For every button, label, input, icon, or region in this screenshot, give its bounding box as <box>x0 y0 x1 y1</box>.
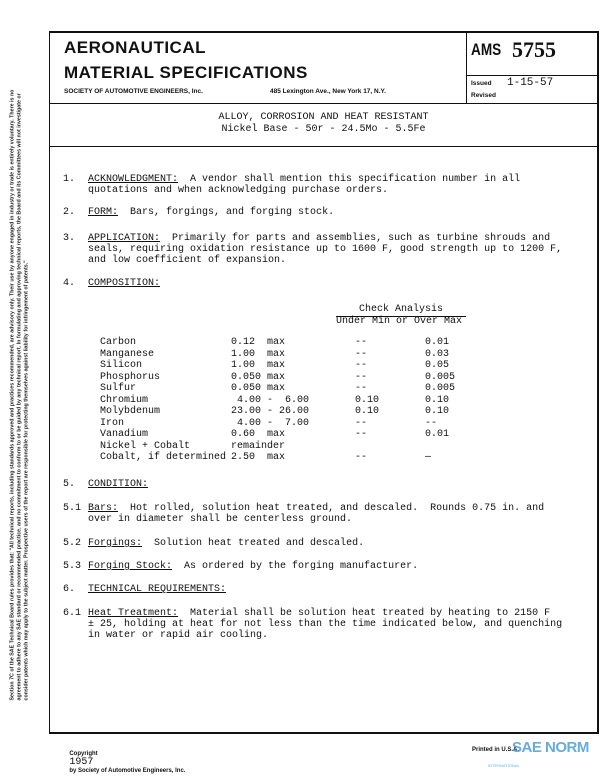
section-number: 6.1 <box>63 608 82 619</box>
check-analysis-header: Check Analysis <box>336 304 466 317</box>
section-text: Hot rolled, solution heat treated, and descaled. Rounds 0.75 in. and <box>130 503 545 514</box>
divider <box>466 31 467 103</box>
composition-over: 0.005 <box>425 383 456 394</box>
section-text: seals, requiring oxidation resistance up to 1600 F, good strength up to 1200 F, <box>88 244 563 255</box>
composition-range: 0.60 max <box>231 429 286 440</box>
composition-under: -- <box>355 360 368 371</box>
section-text: A vendor shall mention this specification number in all <box>190 174 521 185</box>
section-text: quotations and when acknowledging purchase orders. <box>88 185 389 196</box>
section-application <box>88 233 568 245</box>
section-heading: ACKNOWLEDGMENT: <box>88 174 179 185</box>
section-text: ± 25, holding at heat for not less than the time indicated below, and quenching <box>88 619 563 630</box>
composition-element: Silicon <box>100 360 143 371</box>
composition-over: 0.005 <box>425 371 456 383</box>
ams-label: AMS <box>471 40 502 59</box>
section-text: Bars, forgings, and forging stock. <box>130 207 335 218</box>
section-text: Primarily for parts and assemblies, such as turbine shrouds and <box>172 233 551 244</box>
composition-over: 0.01 <box>425 337 450 348</box>
section-heading: Forging Stock: <box>88 561 173 572</box>
section-acknowledgment <box>88 174 568 186</box>
composition-under: -- <box>355 429 368 440</box>
composition-range: 2.50 max <box>231 452 286 463</box>
society-address: 485 Lexington Ave., New York 17, N.Y. <box>270 88 386 95</box>
subject-line-2: Nickel Base - 50r - 24.5Mo - 5.5Fe <box>221 124 426 135</box>
section-heading: CONDITION: <box>88 479 149 490</box>
subject-line-1: ALLOY, CORROSION AND HEAT RESISTANT <box>218 112 429 123</box>
composition-range: 0.050 max <box>231 383 286 394</box>
header-title-2: MATERIAL SPECIFICATIONS <box>64 63 308 82</box>
section-heading: Bars: <box>88 503 119 514</box>
composition-range: 0.050 max <box>231 371 286 383</box>
composition-element: Manganese <box>100 348 155 360</box>
section-number: 6. <box>63 584 76 595</box>
society-name: SOCIETY OF AUTOMOTIVE ENGINEERS, Inc. <box>64 88 203 95</box>
section-number: 2. <box>63 207 76 218</box>
section-number: 1. <box>63 174 76 185</box>
composition-over: 0.10 <box>425 394 450 406</box>
ams-number: 5755 <box>512 37 556 62</box>
composition-element: Phosphorus <box>100 371 161 383</box>
composition-element: Chromium <box>100 394 149 406</box>
section-number: 5.2 <box>63 538 82 549</box>
section-heading: FORM: <box>88 207 119 218</box>
composition-range: remainder <box>231 440 286 452</box>
section-number: 5.1 <box>63 503 82 514</box>
section-number: 5. <box>63 479 76 490</box>
composition-element: Vanadium <box>100 429 149 440</box>
composition-under: 0.10 <box>355 406 380 417</box>
header-title-1: AERONAUTICAL <box>64 38 206 57</box>
composition-element: Sulfur <box>100 383 137 394</box>
divider <box>466 75 598 76</box>
copyright-year: 1957 <box>69 757 94 768</box>
composition-element: Iron <box>100 417 125 429</box>
composition-over: -- <box>425 417 438 429</box>
section-heading: Heat Treatment: <box>88 608 179 619</box>
composition-under: -- <box>355 452 368 463</box>
section-number: 3. <box>63 233 76 244</box>
section-heading: TECHNICAL REQUIREMENTS: <box>88 584 227 595</box>
composition-element: Molybdenum <box>100 406 161 417</box>
composition-range: 4.00 - 7.00 <box>231 417 310 429</box>
legal-disclaimer: Section 7C of the SAE Technical Board rules provides that: "All technical reports, including standards approved and practices recommended, are advisory only. Their use by anyone engaged in industry or trade is entirely voluntary. There is no agreement to adhere to any SAE standard or recommended practice, and no commitment to conform to or be guided by any technical report. In formulating and approving technical reports, the Board and its Committees will not investigate or consider patents which may apply to the subject matter. Prospective users of the report are responsible for protecting themselves against liability for infringement of patents." <box>9 89 30 701</box>
copyright: Copyright 1957 by Society of Automotive Engineers, Inc. <box>69 751 186 774</box>
watermark-logo: SAE NORM <box>512 739 589 756</box>
composition-under: -- <box>355 337 368 348</box>
revised-label: Revised <box>471 92 496 99</box>
composition-under: -- <box>355 371 368 383</box>
section-form <box>88 207 568 219</box>
watermark-sub: INTERNATIONAL <box>488 763 520 768</box>
composition-over: 0.10 <box>425 406 450 417</box>
section-text: As ordered by the forging manufacturer. <box>184 561 419 572</box>
section-text: and low coefficient of expansion. <box>88 255 287 266</box>
composition-under: -- <box>355 383 368 394</box>
composition-under: -- <box>355 417 368 429</box>
section-heading: COMPOSITION: <box>88 278 161 289</box>
section-heading: Forgings: <box>88 538 143 549</box>
composition-range: 23.00 - 26.00 <box>231 406 310 417</box>
composition-over: — <box>425 452 432 463</box>
composition-over: 0.05 <box>425 360 450 371</box>
divider <box>49 146 598 147</box>
issued-label: Issued <box>471 80 492 87</box>
composition-under: 0.10 <box>355 394 380 406</box>
composition-range: 1.00 max <box>231 348 286 360</box>
section-text: Solution heat treated and descaled. <box>154 538 365 549</box>
printed-in: Printed in U.S.A. <box>472 747 520 753</box>
section-text: Material shall be solution heat treated by heating to 2150 F <box>190 608 551 619</box>
composition-range: 0.12 max <box>231 337 286 348</box>
composition-element: Carbon <box>100 337 137 348</box>
composition-over: 0.01 <box>425 429 450 440</box>
composition-range: 1.00 max <box>231 360 286 371</box>
check-analysis-subheader: Under Min or Over Max <box>336 316 463 327</box>
issued-date: 1-15-57 <box>507 77 554 89</box>
section-heading: APPLICATION: <box>88 233 161 244</box>
section-number: 4. <box>63 278 76 289</box>
section-number: 5.3 <box>63 561 82 572</box>
composition-element: Cobalt, if determined <box>100 452 227 463</box>
composition-range: 4.00 - 6.00 <box>231 394 310 406</box>
section-text: over in diameter shall be centerless ground. <box>88 514 353 525</box>
section-text: in water or rapid air cooling. <box>88 630 269 641</box>
composition-under: -- <box>355 348 368 360</box>
divider <box>49 103 598 104</box>
composition-over: 0.03 <box>425 348 450 360</box>
composition-element: Nickel + Cobalt <box>100 440 191 452</box>
